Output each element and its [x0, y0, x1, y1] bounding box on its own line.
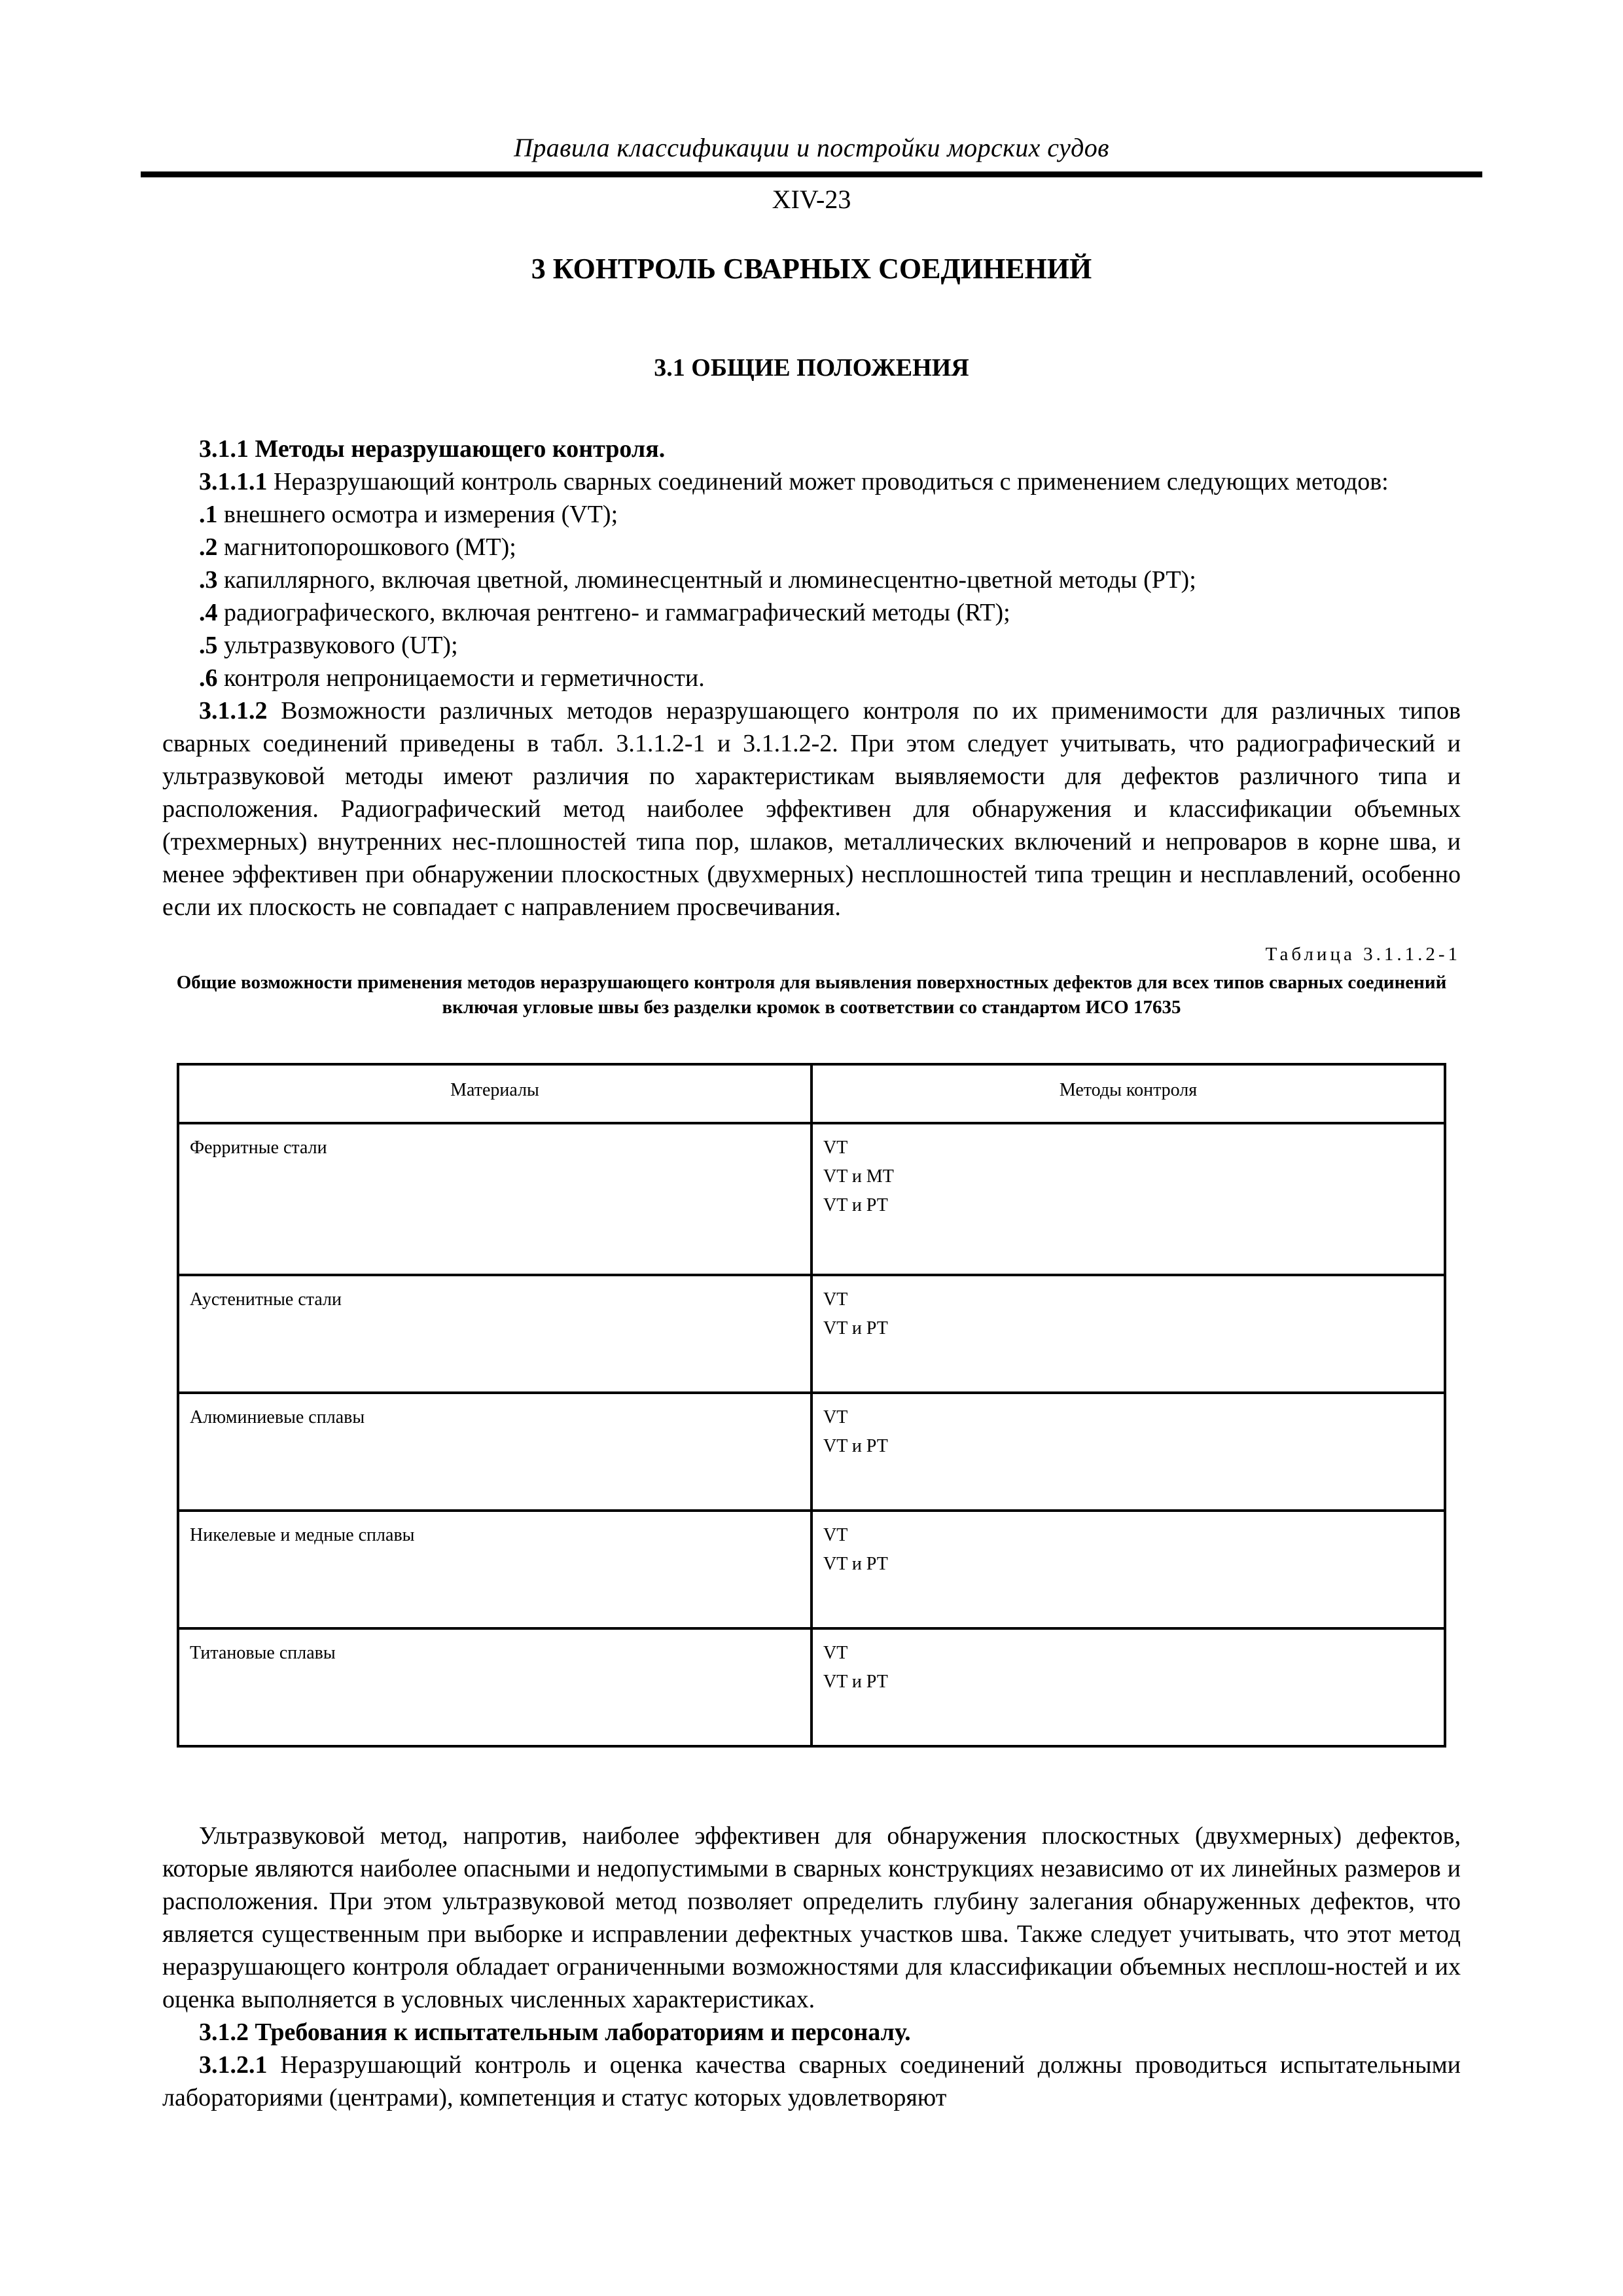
clause-3-1-2	[162, 2016, 1461, 2049]
cell-methods	[812, 1393, 1445, 1511]
cell-methods	[812, 1275, 1445, 1393]
column-header-materials: Материалы	[178, 1064, 812, 1123]
column-header-methods: Методы контроля	[812, 1064, 1445, 1123]
list-item	[162, 531, 1461, 564]
list-item-text: внешнего осмотра и измерения (VT);	[224, 501, 618, 529]
table-caption-line-1: Общие возможности применения методов неразрушающего контроля для выявления поверхностных дефектов для всех типов	[176, 972, 1264, 994]
list-item-text: ультразвукового (UT);	[224, 632, 458, 660]
clause-3-1-2-number: 3.1.2	[199, 2018, 249, 2047]
table-row	[178, 1275, 1445, 1393]
list-item-text: контроля непроницаемости и герметичности.	[224, 664, 705, 692]
clause-3-1-1-number: 3.1.1	[199, 435, 249, 463]
cell-methods	[812, 1628, 1445, 1746]
cell-material: Никелевые и медные сплавы	[178, 1511, 812, 1628]
list-item	[162, 564, 1461, 596]
clause-3-1-2-1-text: Неразрушающий контроль и оценка качества сварных соединений должны проводиться испытательными лабораториями (центрами), компетенция и статус которых удовлетворяют	[162, 2051, 1461, 2112]
list-item	[162, 498, 1461, 531]
list-item	[162, 629, 1461, 662]
method-entry: VT и РТ	[823, 1436, 888, 1457]
table-head	[178, 1064, 1445, 1123]
table-caption-line-2: сварных соединений включая угловые швы без разделки кромок в соответствии со стандартом ИСО 17635	[442, 972, 1447, 1018]
clause-3-1-1	[162, 433, 1461, 465]
clause-3-1-1-heading: Методы неразрушающего контроля.	[255, 435, 666, 463]
cell-methods	[812, 1123, 1445, 1275]
clause-3-1-2-1-number: 3.1.2.1	[199, 2051, 268, 2079]
list-item	[162, 596, 1461, 629]
clause-3-1-1-2	[162, 694, 1461, 924]
cell-material: Алюминиевые сплавы	[178, 1393, 812, 1511]
table-label: Таблица 3.1.1.2-1	[1265, 944, 1461, 965]
cell-methods	[812, 1511, 1445, 1628]
list-item-marker: .3	[199, 566, 218, 594]
table-body	[178, 1123, 1445, 1746]
list-item-marker: .5	[199, 632, 218, 660]
method-entry: VT	[823, 1289, 848, 1310]
chapter-title: 3 КОНТРОЛЬ СВАРНЫХ СОЕДИНЕНИЙ	[531, 253, 1092, 285]
clause-3-1-1-1-number: 3.1.1.1	[199, 468, 268, 496]
method-entry: VT	[823, 1525, 848, 1546]
table-row	[178, 1123, 1445, 1275]
clause-3-1-1-1	[162, 465, 1461, 498]
list-item-marker: .4	[199, 599, 218, 627]
method-entry: VT и МТ	[823, 1166, 894, 1187]
header-rule	[141, 171, 1482, 177]
method-entry: VT и РТ	[823, 1672, 888, 1693]
ndt-methods-table	[177, 1063, 1446, 1748]
list-item-text: радиографического, включая рентгено- и гаммаграфический методы (RT);	[224, 599, 1010, 627]
clause-3-1-2-1	[162, 2049, 1461, 2114]
clause-3-1-2-heading: Требования к испытательным лабораториям и персоналу.	[255, 2018, 911, 2047]
cell-material: Аустенитные стали	[178, 1275, 812, 1393]
list-item-marker: .2	[199, 533, 218, 562]
method-entry: VT	[823, 1643, 848, 1664]
running-head: Правила классификации и постройки морских судов	[514, 133, 1109, 162]
page-folio: XIV-23	[772, 185, 851, 214]
method-entry: VT	[823, 1138, 848, 1158]
section-title: 3.1 ОБЩИЕ ПОЛОЖЕНИЯ	[654, 353, 969, 382]
method-entry: VT и РТ	[823, 1195, 888, 1216]
method-entry: VT и РТ	[823, 1554, 888, 1575]
table-caption	[162, 970, 1461, 1020]
cell-material: Титановые сплавы	[178, 1628, 812, 1746]
paragraph-after-table: Ультразвуковой метод, напротив, наиболее эффективен для обнаружения плоскостных (двухмерных) дефектов, которые являются наиболее опасными и недопустимыми в сварных конструкциях независимо от их линейных размеров и расположения. При этом ультразвуковой метод позволяет определить глубину залегания обнаруженных дефектов, что является существенным при выборке и исправлении дефектных участков шва. Также следует учитывать, что этот метод неразрушающего контроля обладает ограниченными возможностями для классификации объемных несплош-ностей и их оценка выполняется в условных численных характеристиках.	[162, 1822, 1461, 2014]
table-row	[178, 1393, 1445, 1511]
clause-3-1-1-2-number: 3.1.1.2	[199, 697, 268, 725]
list-item	[162, 662, 1461, 694]
table-row	[178, 1511, 1445, 1628]
cell-material: Ферритные стали	[178, 1123, 812, 1275]
clause-3-1-1-1-text: Неразрушающий контроль сварных соединений может проводиться с применением следующих методов:	[274, 468, 1389, 496]
content-column	[162, 223, 1461, 2114]
clause-3-1-1-2-text: Возможности различных методов неразрушающего контроля по их применимости для различных типов сварных соединений приведены в табл. 3.1.1.2-1 и 3.1.1.2-2. При этом следует учитывать, что радиографический и ультразвуковой методы имеют различия по характеристикам выявляемости для дефектов различного типа и расположения. Радиографический метод наиболее эффективен для обнаружения и классификации объемных (трехмерных) внутренних нес-плошностей типа пор, шлаков, металлических включений и непроваров в корне шва, и менее эффективен при обнаружении плоскостных (двухмерных) несплошностей типа трещин и несплавлений, особенно если их плоскость не совпадает с направлением просвечивания.	[162, 697, 1461, 922]
list-item-text: капиллярного, включая цветной, люминесцентный и люминесцентно-цветной методы (РТ);	[224, 566, 1196, 594]
table-header-row	[178, 1064, 1445, 1123]
list-item-text: магнитопорошкового (МТ);	[224, 533, 516, 562]
list-item-marker: .6	[199, 664, 218, 692]
table-row	[178, 1628, 1445, 1746]
method-entry: VT	[823, 1407, 848, 1428]
list-item-marker: .1	[199, 501, 218, 529]
method-entry: VT и РТ	[823, 1318, 888, 1339]
method-list	[162, 498, 1461, 694]
